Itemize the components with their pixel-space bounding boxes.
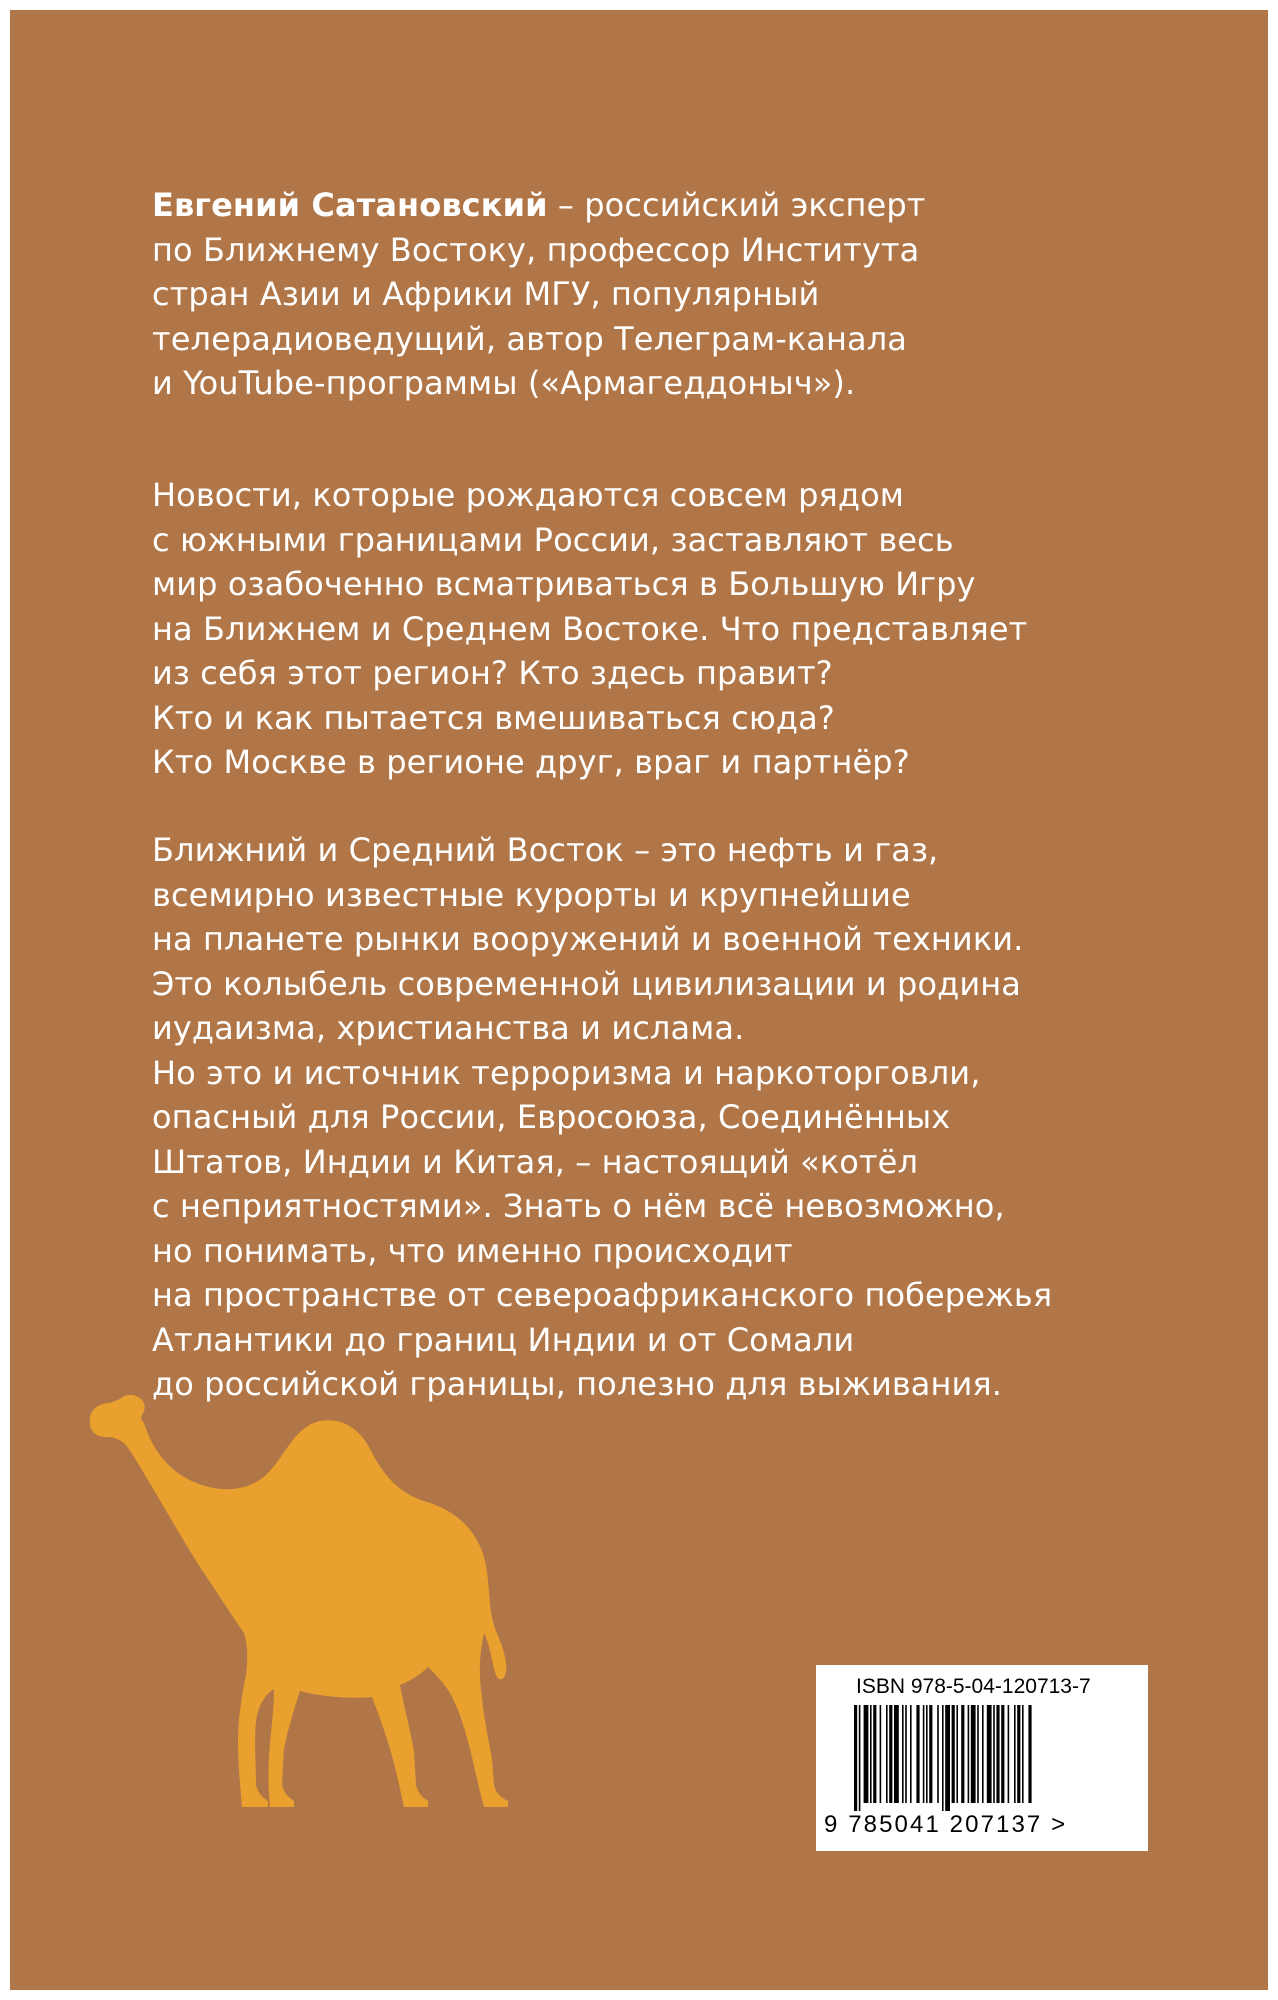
paragraph-line: Но это и источник терроризма и наркоторговли, — [152, 1053, 981, 1092]
paragraph-line: иудаизма, христианства и ислама. — [152, 1009, 745, 1047]
barcode-bar — [937, 1705, 939, 1803]
barcode-bar — [864, 1705, 869, 1803]
barcode-bar — [905, 1705, 907, 1803]
barcode-bar — [910, 1705, 912, 1803]
author-name: Евгений Сатановский — [152, 186, 548, 224]
camel-silhouette-icon — [80, 1345, 560, 1815]
barcode-bar — [859, 1705, 861, 1811]
paragraph-line: с неприятностями». Знать о нём всё невозможно, — [152, 1187, 1005, 1225]
barcode-bar — [894, 1705, 899, 1803]
barcode-bar — [880, 1705, 882, 1803]
barcode-bar — [1022, 1705, 1024, 1803]
barcode-bar — [952, 1705, 955, 1803]
paragraph-line: на пространстве от североафриканского побережья — [152, 1276, 1053, 1314]
bio-line-first — [152, 183, 1152, 228]
paragraph-line: но понимать, что именно происходит — [152, 1231, 793, 1270]
barcode-bar — [968, 1705, 970, 1803]
bio-line: по Ближнему Востоку, профессор Института — [152, 230, 920, 269]
barcode-bar — [854, 1705, 857, 1811]
paragraph-line: Атлантики до границ Индии и от Сомали — [152, 1320, 855, 1359]
paragraph-line: Это колыбель современной цивилизации и родина — [152, 964, 1021, 1003]
barcode-bar — [1017, 1705, 1020, 1803]
annotation-paragraph-1 — [152, 473, 1152, 785]
bio-line: телерадиоведущий, автор Телеграм-канала — [152, 319, 907, 358]
bio-line: стран Азии и Африки МГУ, популярный — [152, 275, 820, 313]
barcode-bar — [929, 1705, 932, 1803]
barcode-bar — [870, 1705, 872, 1803]
author-bio — [152, 183, 1152, 406]
back-cover — [10, 10, 1268, 1990]
paragraph-line: опасный для России, Евросоюза, Соединённых — [152, 1098, 951, 1136]
paragraph-line: всемирно известные курорты и крупнейшие — [152, 875, 911, 914]
isbn-label: ISBN 978-5-04-120713-7 — [856, 1675, 1091, 1698]
barcode-bar — [993, 1705, 995, 1803]
bio-line: и YouTube-программы («Армагеддоныч»). — [152, 364, 856, 402]
bio-line: – российский эксперт — [547, 186, 926, 224]
paragraph-line: с южными границами России, заставляют весь — [152, 520, 954, 559]
barcode-bar — [971, 1705, 976, 1803]
barcode-bar — [889, 1705, 892, 1803]
barcode-icon — [852, 1705, 1108, 1811]
barcode-bar — [1028, 1705, 1031, 1803]
barcode-bar — [923, 1705, 925, 1803]
barcode-bar — [1001, 1705, 1004, 1803]
isbn-barcode-box — [816, 1665, 1148, 1851]
paragraph-line: Штатов, Индии и Китая, – настоящий «котёл — [152, 1142, 919, 1181]
paragraph-line: Ближний и Средний Восток – это нефть и газ, — [152, 831, 939, 869]
barcode-bar — [956, 1705, 958, 1803]
paragraph-line: на планете рынки вооружений и военной техники. — [152, 920, 1024, 958]
paragraph-line: из себя этот регион? Кто здесь правит? — [152, 654, 833, 692]
paragraph-line: до российской границы, полезно для выживания. — [152, 1365, 1003, 1403]
annotation-paragraph-2 — [152, 828, 1152, 1407]
paragraph-line: мир озабоченно всматриваться в Большую Игру — [152, 565, 976, 603]
barcode-digits: 9 785041 207137 > — [824, 1811, 1068, 1838]
paragraph-line: на Ближнем и Среднем Востоке. Что представляет — [152, 609, 1028, 648]
barcode-bar — [902, 1705, 904, 1803]
barcode-bar — [996, 1705, 999, 1803]
barcode-bar — [942, 1705, 944, 1811]
barcode-bar — [926, 1705, 928, 1803]
barcode-bar — [961, 1705, 964, 1803]
barcode-bar — [916, 1705, 919, 1803]
barcode-bar — [977, 1705, 979, 1803]
paragraph-line: Новости, которые рождаются совсем рядом — [152, 476, 904, 514]
barcode-bar — [982, 1705, 984, 1803]
paragraph-line: Кто и как пытается вмешиваться сюда? — [152, 698, 835, 737]
paragraph-line: Кто Москве в регионе друг, враг и партнёр? — [152, 743, 910, 781]
barcode-bar — [987, 1705, 992, 1803]
barcode-bar — [1008, 1705, 1010, 1803]
barcode-bar — [1014, 1705, 1016, 1803]
barcode-bar — [886, 1705, 888, 1803]
barcode-bar — [873, 1705, 876, 1803]
barcode-bar — [945, 1705, 950, 1811]
